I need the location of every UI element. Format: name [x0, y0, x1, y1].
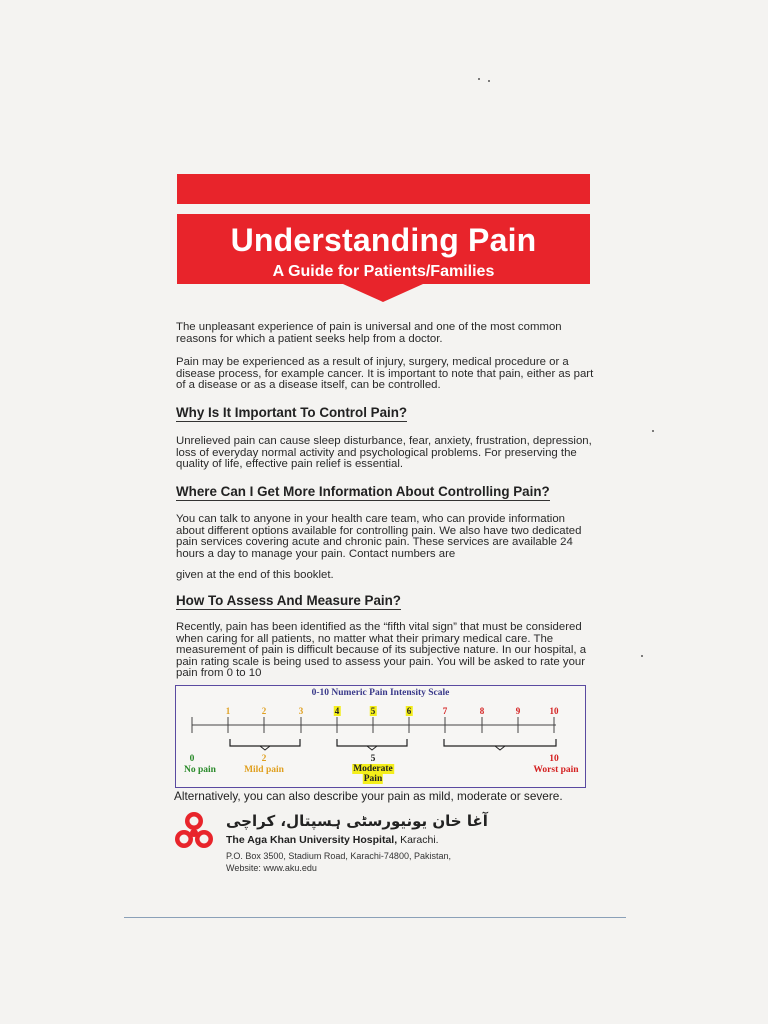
title-banner	[177, 214, 590, 314]
intro-paragraph-1: The unpleasant experience of pain is universal and one of the most common reasons for which a patient seeks help from a doctor.	[176, 321, 562, 345]
label-worst-pain: Worst pain	[533, 765, 579, 775]
label-mild-number: 2	[261, 754, 267, 764]
tick-1: 1	[225, 706, 231, 716]
alternative-description-text: Alternatively, you can also describe your pain as mild, moderate or severe.	[174, 789, 563, 803]
scan-speck	[641, 655, 643, 657]
label-moderate: Moderate	[353, 764, 393, 774]
intro-paragraph-2: Pain may be experienced as a result of injury, surgery, medical procedure or a disease process, for example cancer. It is important to note that pain, either as part of a disease or as a disease itself, can be controlled.	[176, 356, 594, 392]
scan-speck	[488, 80, 490, 82]
aku-logo-icon	[173, 810, 215, 854]
label-mild-pain: Mild pain	[244, 765, 284, 775]
tick-9: 9	[515, 706, 521, 716]
tick-6: 6	[406, 706, 412, 716]
hospital-city: Karachi.	[397, 834, 439, 846]
page-title: Understanding Pain	[230, 222, 537, 258]
bottom-divider	[124, 917, 626, 918]
label-no-pain: No pain	[184, 765, 216, 775]
section-body-how: Recently, pain has been identified as the “fifth vital sign” that must be considered when caring for all patients, no matter what their primary medical care. The measurement of pain is difficult because of its subjective nature. In our hospital, a pain rating scale is being used to assess your pain. You will be asked to rate your pain from 0 to 10	[176, 621, 587, 680]
tick-7: 7	[442, 706, 448, 716]
section-body-where: You can talk to anyone in your health care team, who can provide information about different options available for controlling pain. We also have two dedicated pain services covering acute and chronic pain. These services are available 24 hours a day to manage your pain. Contact numbers are	[176, 513, 582, 560]
hospital-name-bold: The Aga Khan University Hospital,	[226, 834, 398, 846]
section-body-why: Unrelieved pain can cause sleep disturbance, fear, anxiety, frustration, depression, loss of everyday normal activity and psychological problems. For preserving the quality of life, effective pain relief is essential.	[176, 435, 592, 471]
label-worst-number: 10	[549, 754, 559, 764]
label-zero-number: 0	[189, 754, 195, 764]
section-heading-why: Why Is It Important To Control Pain?	[176, 405, 408, 420]
tick-10: 10	[549, 706, 559, 716]
tick-3: 3	[298, 706, 304, 716]
label-moderate-pain: Pain	[363, 774, 383, 784]
scan-speck	[652, 430, 654, 432]
hospital-name	[226, 834, 439, 846]
tick-5: 5	[370, 706, 376, 716]
pain-scale	[175, 685, 586, 788]
tick-2: 2	[261, 706, 267, 716]
section-heading-where: Where Can I Get More Information About Controlling Pain?	[176, 484, 550, 499]
hospital-website[interactable]: Website: www.aku.edu	[226, 863, 317, 873]
top-red-bar	[177, 174, 590, 204]
tick-4: 4	[334, 706, 340, 716]
scan-speck	[478, 78, 480, 80]
label-moderate-number: 5	[370, 754, 376, 764]
tick-8: 8	[479, 706, 485, 716]
hospital-name-urdu: آغا خان یونیورسٹی ہسپتال، کراچی	[226, 812, 488, 830]
hospital-address: P.O. Box 3500, Stadium Road, Karachi-74800, Pakistan,	[226, 851, 451, 861]
page-subtitle: A Guide for Patients/Families	[272, 263, 495, 280]
pain-scale-title: 0-10 Numeric Pain Intensity Scale	[311, 688, 450, 698]
section-heading-how: How To Assess And Measure Pain?	[176, 593, 401, 608]
section-body-where-2: given at the end of this booklet.	[176, 569, 334, 581]
